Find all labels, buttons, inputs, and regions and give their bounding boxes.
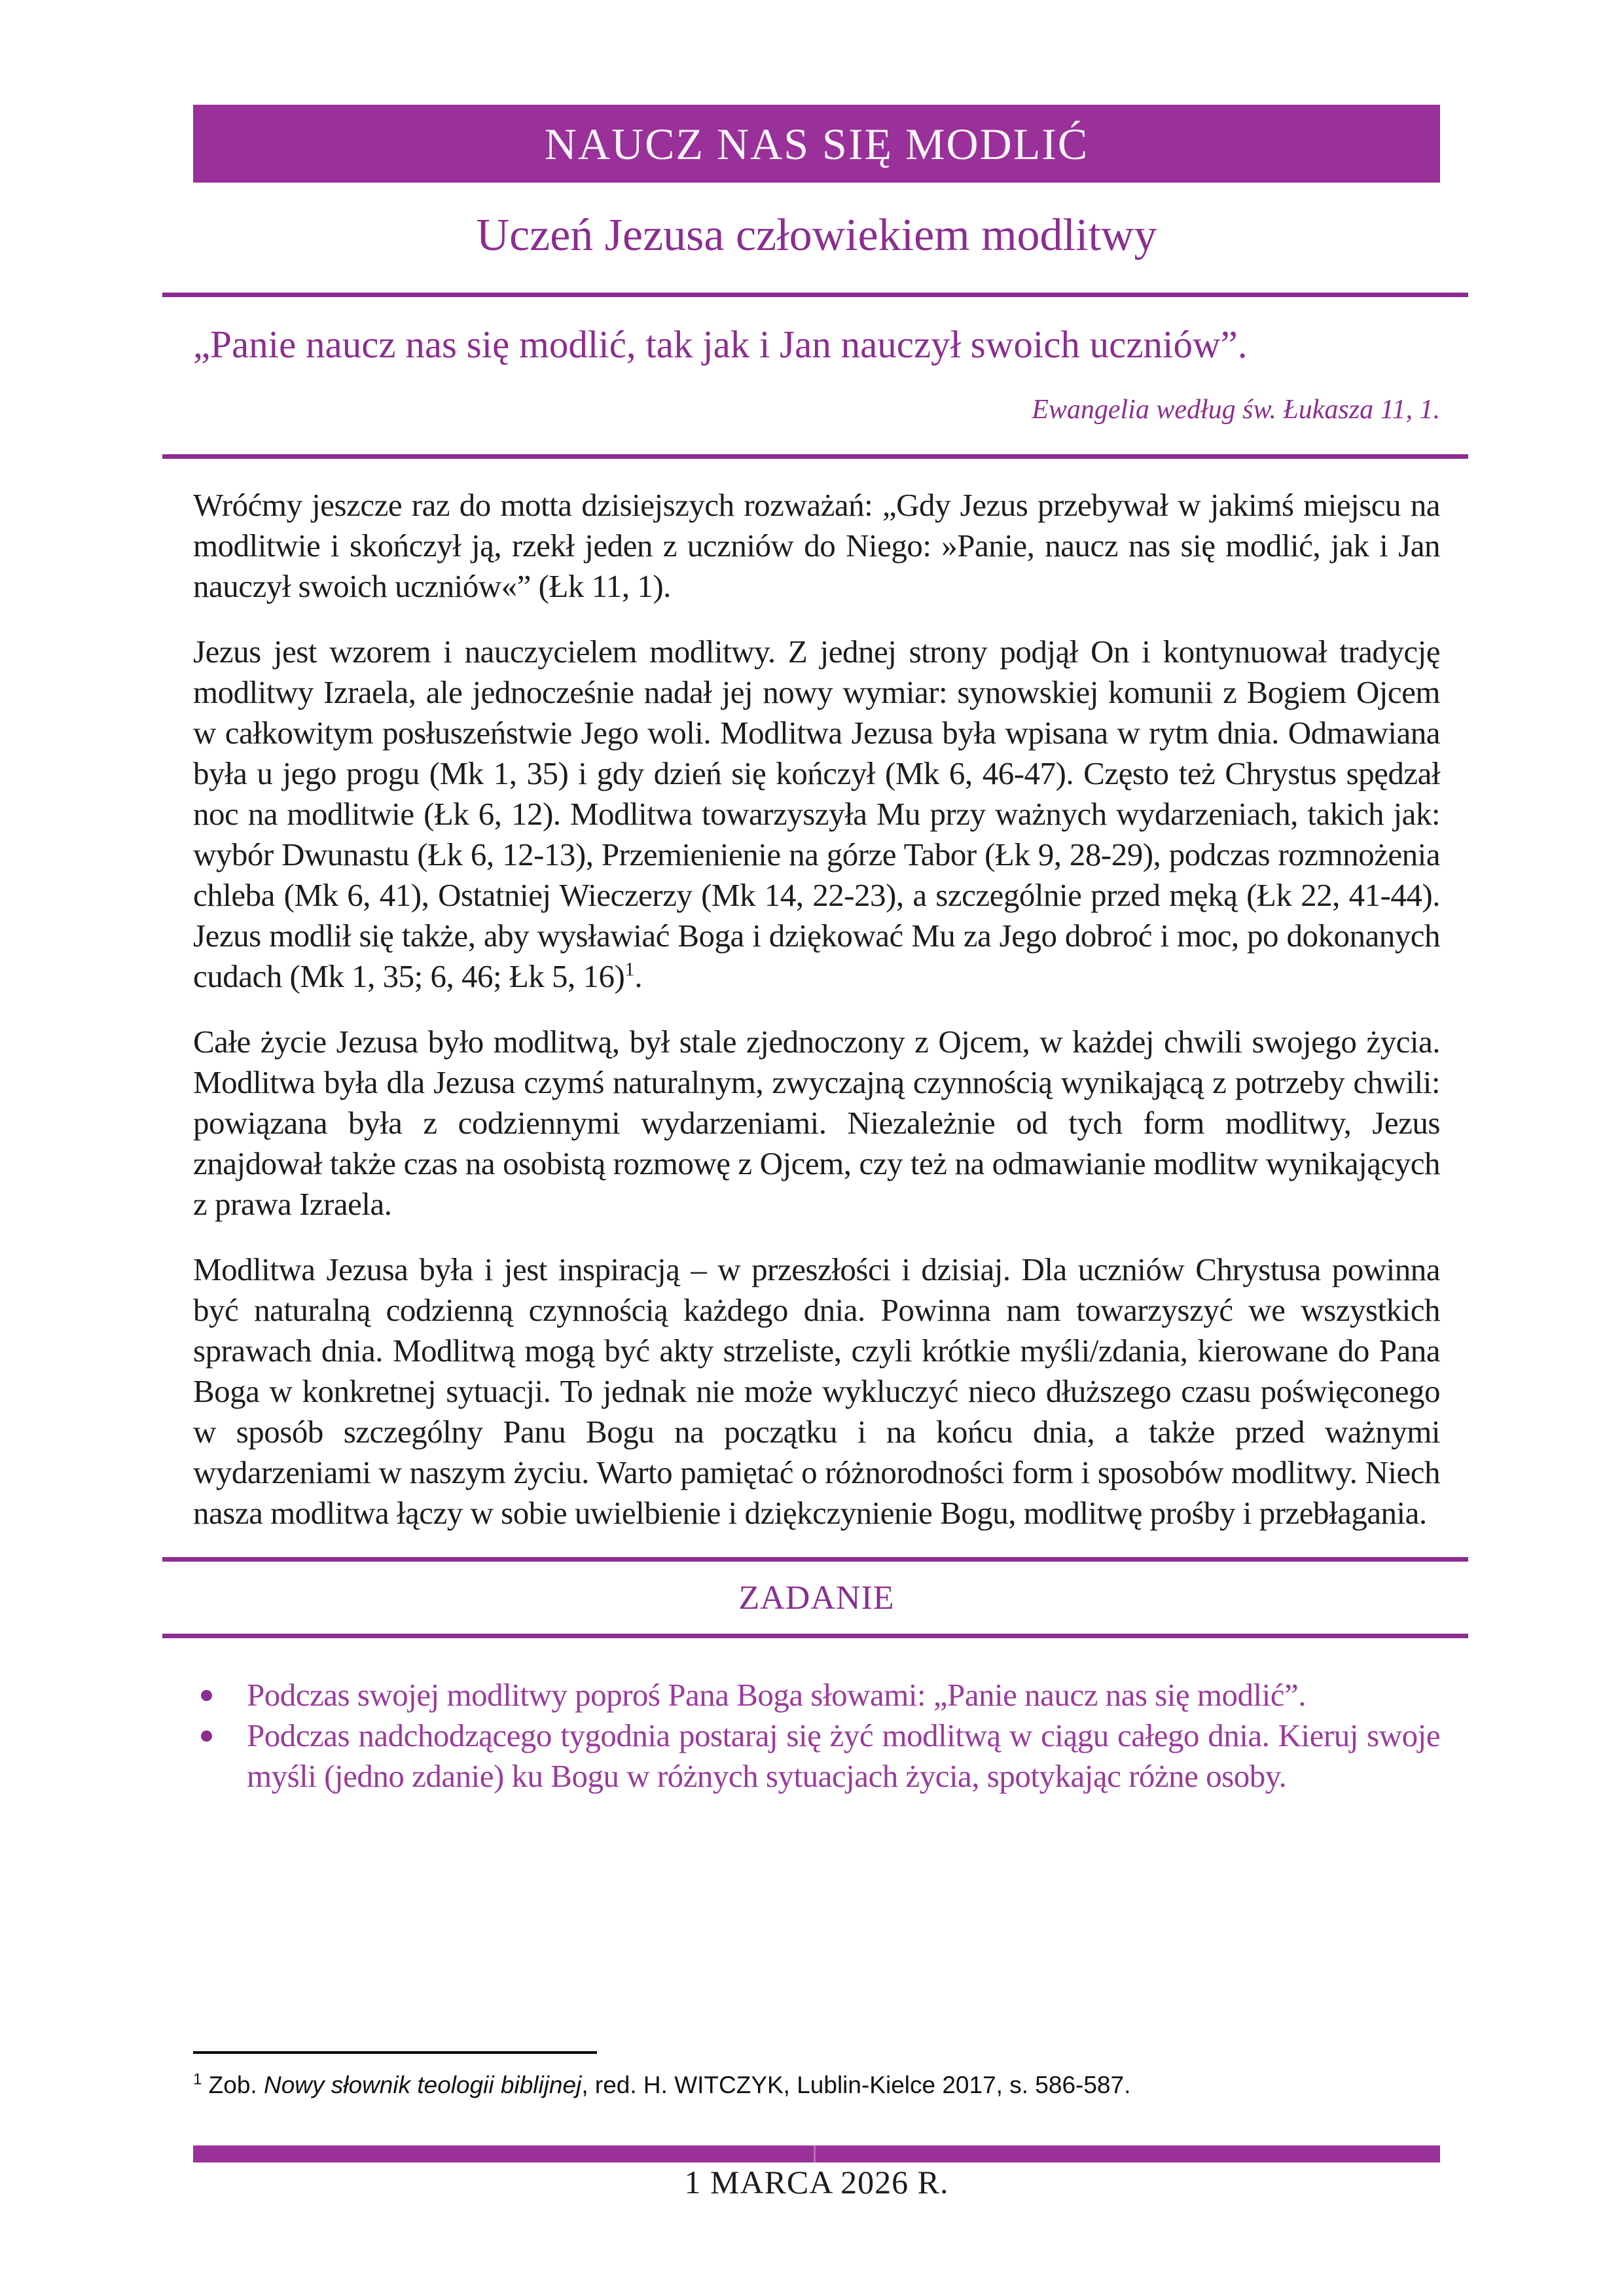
task-list	[193, 1675, 1440, 1797]
body-paragraph-2-end: .	[634, 958, 643, 994]
footnote-reference: 1	[624, 958, 635, 980]
body-paragraph-4: Modlitwa Jezusa była i jest inspiracją – w przeszłości i dzisiaj. Dla uczniów Chrystusa powinna być naturalną codzienną czynnością każdego dnia. Powinna nam towarzyszyć we wszystkich sprawach dnia. Modlitwą mogą być akty strzeliste, czyli krótkie myśli/zdania, kierowane do Pana Boga w konkretnej sytuacji. To jednak nie może wykluczyć nieco dłuższego czasu poświęconego w sposób szczególny Panu Bogu na początku i na końcu dnia, a także przed ważnymi wydarzeniami w naszym życiu. Warto pamiętać o różnorodności form i sposobów modlitwy. Niech nasza modlitwa łączy w sobie uwielbienie i dziękczynienie Bogu, modlitwę prośby i przebłagania.	[193, 1251, 1440, 1531]
task-item-text: Podczas nadchodzącego tygodnia postaraj się żyć modlitwą w ciągu całego dnia. Kieruj swoje myśli (jedno zdanie) ku Bogu w różnych sytuacjach życia, spotykając różne osoby.	[247, 1717, 1440, 1794]
divider-below-quote	[162, 454, 1468, 459]
body-text	[193, 485, 1440, 1534]
page-content	[193, 0, 1440, 1797]
page-title: Uczeń Jezusa człowiekiem modlitwy	[476, 210, 1157, 260]
footnote-separator	[193, 2051, 597, 2054]
task-list-item	[193, 1675, 1440, 1715]
scripture-reference: Ewangelia według św. Łukasza 11, 1.	[1032, 395, 1440, 425]
footer-bar	[193, 2145, 1440, 2162]
footnote-work-title: Nowy słownik teologii biblijnej	[263, 2072, 582, 2098]
task-heading: ZADANIE	[738, 1579, 895, 1617]
footnote	[193, 2070, 1440, 2101]
footnote-marker: 1	[193, 2070, 202, 2089]
footer-date: 1 MARCA 2026 R.	[684, 2164, 949, 2200]
body-paragraph-2	[193, 632, 1440, 997]
body-paragraph-2-text: Jezus jest wzorem i nauczycielem modlitwy. Z jednej strony podjął On i kontynuował tradycję modlitwy Izraela, ale jednocześnie nadał jej nowy wymiar: synowskiej komunii z Bogiem Ojcem w całkowitym posłuszeństwie Jego woli. Modlitwa Jezusa była wpisana w rytm dnia. Odmawiana była u jego progu (Mk 1, 35) i gdy dzień się kończył (Mk 6, 46-47). Często też Chrystus spędzał noc na modlitwie (Łk 6, 12). Modlitwa towarzyszyła Mu przy ważnych wydarzeniach, takich jak: wybór Dwunastu (Łk 6, 12-13), Przemienienie na górze Tabor (Łk 9, 28-29), podczas rozmnożenia chleba (Mk 6, 41), Ostatniej Wieczerzy (Mk 14, 22-23), a szczególnie przed męką (Łk 22, 41-44). Jezus modlił się także, aby wysławiać Boga i dziękować Mu za Jego dobroć i moc, po dokonanych cudach (Mk 1, 35; 6, 46; Łk 5, 16)	[193, 634, 1440, 994]
footnote-suffix: , red. H. WITCZYK, Lublin-Kielce 2017, s. 586-587.	[581, 2072, 1131, 2098]
header-banner-text: NAUCZ NAS SIĘ MODLIĆ	[544, 118, 1089, 169]
body-paragraph-3: Całe życie Jezusa było modlitwą, był stale zjednoczony z Ojcem, w każdej chwili swojego życia. Modlitwa była dla Jezusa czymś naturalnym, zwyczajną czynnością wynikającą z potrzeby chwili: powiązana była z codziennymi wydarzeniami. Niezależnie od tych form modlitwy, Jezus znajdował także czas na osobistą rozmowę z Ojcem, czy też na odmawianie modlitw wynikających z prawa Izraela.	[193, 1024, 1440, 1222]
divider-task-bottom	[162, 1634, 1468, 1638]
scripture-quote: „Panie naucz nas się modlić, tak jak i Jan nauczył swoich uczniów”.	[193, 323, 1248, 366]
header-banner	[193, 105, 1440, 183]
body-paragraph-1: Wróćmy jeszcze raz do motta dzisiejszych rozważań: „Gdy Jezus przebywał w jakimś miejscu na modlitwie i skończył ją, rzekł jeden z uczniów do Niego: »Panie, naucz nas się modlić, jak i Jan nauczył swoich uczniów«” (Łk 11, 1).	[193, 487, 1440, 604]
task-section	[193, 1557, 1440, 1797]
divider-task-top	[162, 1557, 1468, 1562]
task-item-text: Podczas swojej modlitwy poproś Pana Boga słowami: „Panie naucz nas się modlić”.	[247, 1677, 1307, 1713]
task-list-item	[193, 1715, 1440, 1797]
footer-bar-divider	[814, 2145, 816, 2162]
divider-below-title	[162, 293, 1468, 297]
footnote-prefix: Zob.	[202, 2072, 264, 2098]
